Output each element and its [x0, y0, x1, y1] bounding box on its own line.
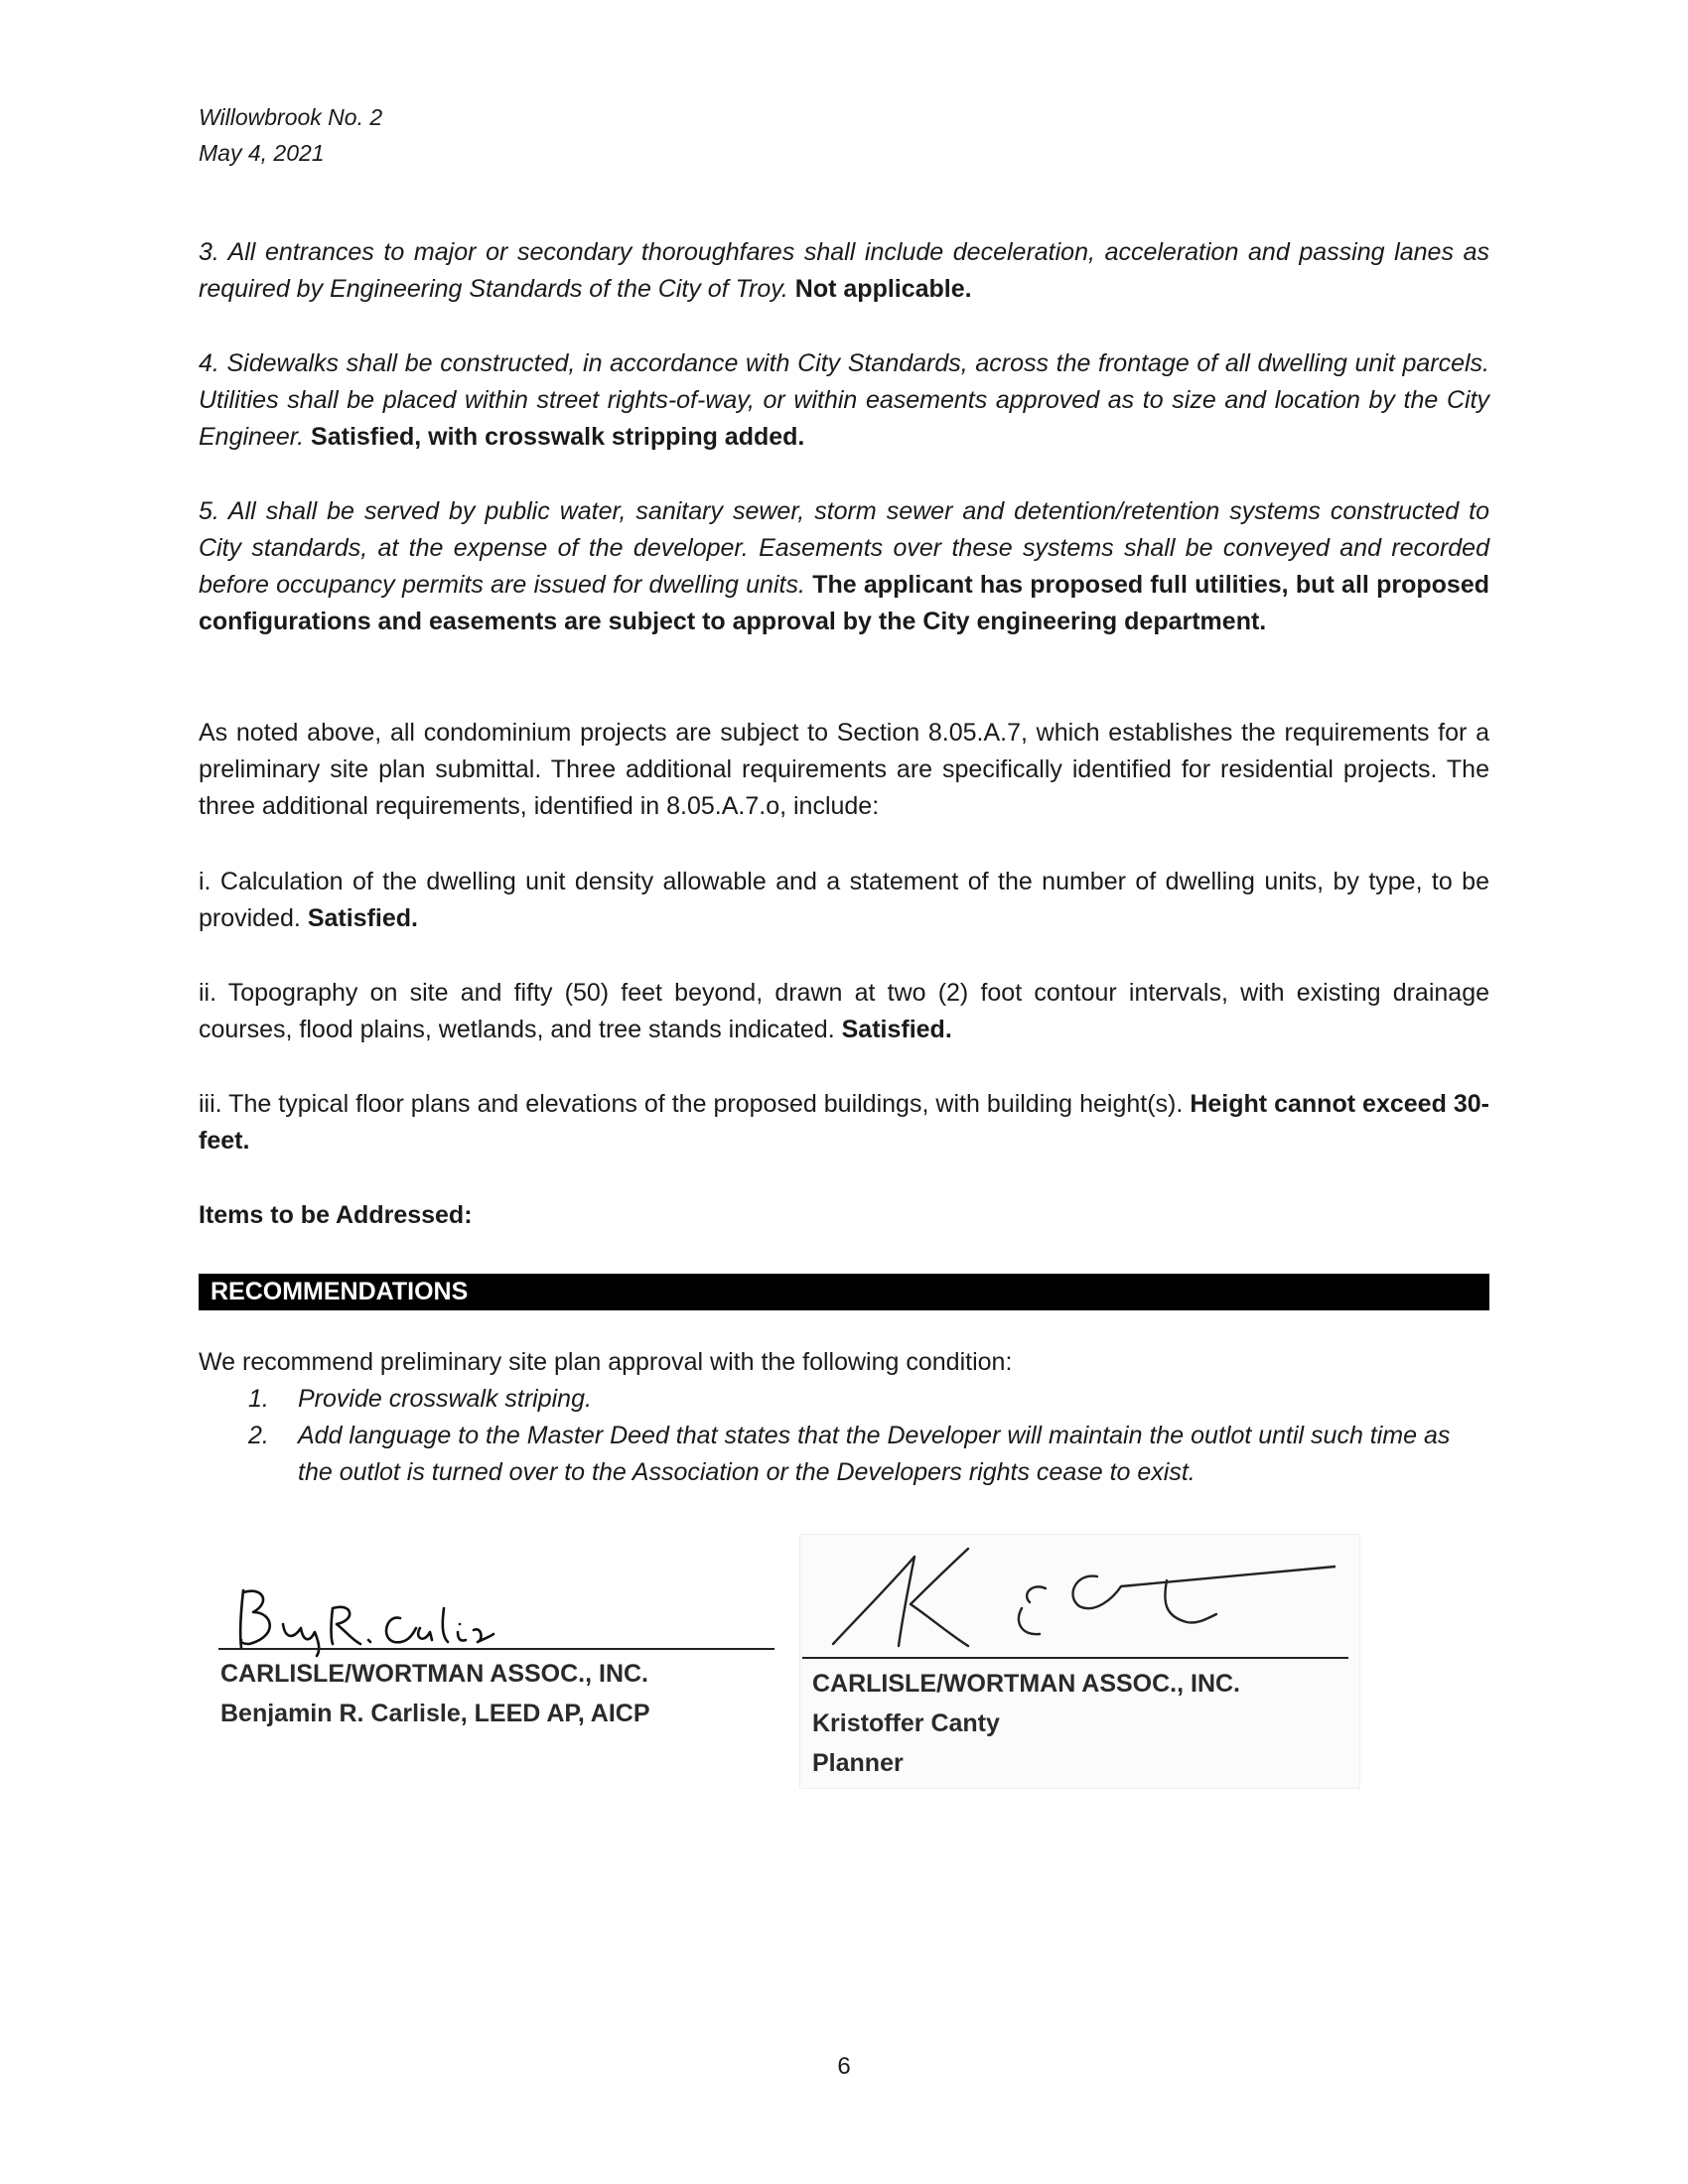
recommendations-section [199, 1344, 1489, 1491]
requirement-iii-text: iii. The typical floor plans and elevations of the proposed buildings, with building height(s). [199, 1090, 1184, 1118]
condition-item [199, 1381, 1489, 1418]
requirement-ii [199, 975, 1489, 1048]
signature-block-right [812, 1664, 1240, 1783]
signer-name-right: Kristoffer Canty [812, 1709, 1000, 1737]
item-3-finding: Not applicable. [794, 275, 972, 303]
page-header [199, 99, 382, 171]
item-5 [199, 493, 1489, 640]
requirement-ii-text: ii. Topography on site and fifty (50) feet beyond, drawn at two (2) foot contour intervals, with existing drainage courses, flood plains, wetlands, and tree stands indicated. [199, 979, 1489, 1043]
item-4-text: 4. Sidewalks shall be constructed, in accordance with City Standards, across the frontage of all dwelling unit parcels. Utilities shall be placed within street rights-of-way, or within easements approved as to size and location by the City Engineer. [199, 349, 1489, 451]
signer-name-left: Benjamin R. Carlisle, LEED AP, AICP [220, 1700, 650, 1727]
signature-block-left [220, 1654, 650, 1733]
firm-name-right: CARLISLE/WORTMAN ASSOC., INC. [812, 1670, 1241, 1698]
item-4 [199, 345, 1489, 456]
condition-text: Provide crosswalk striping. [298, 1385, 592, 1413]
signer-title-right: Planner [812, 1749, 904, 1777]
requirement-i-text: i. Calculation of the dwelling unit density allowable and a statement of the number of dwelling units, by type, to be provided. [199, 868, 1489, 932]
report-date: May 4, 2021 [199, 140, 325, 166]
project-name: Willowbrook No. 2 [199, 104, 383, 130]
signature-line-left [218, 1648, 774, 1650]
item-5-text: 5. All shall be served by public water, sanitary sewer, storm sewer and detention/retention systems constructed to City standards, at the expense of the developer. Easements over these systems shall be conveyed and recorded before occupancy permits are issued for dwelling units. [199, 497, 1489, 599]
page-number: 6 [837, 2053, 851, 2080]
item-4-finding: Satisfied, with crosswalk stripping added. [311, 423, 805, 451]
recommendations-intro: We recommend preliminary site plan approval with the following condition: [199, 1348, 1013, 1376]
recommendations-banner: RECOMMENDATIONS [199, 1274, 1489, 1310]
requirement-i [199, 864, 1489, 937]
item-5-finding: The applicant has proposed full utilities, but all proposed configurations and easements are subject to approval by the City engineering department. [199, 571, 1489, 635]
signature-right [819, 1537, 1336, 1651]
condition-item [199, 1418, 1489, 1491]
item-3-text: 3. All entrances to major or secondary thoroughfares shall include deceleration, acceleration and passing lanes as required by Engineering Standards of the City of Troy. [199, 238, 1489, 303]
noted-paragraph [199, 715, 1489, 825]
items-to-address-heading: Items to be Addressed: [199, 1201, 473, 1229]
firm-name-left: CARLISLE/WORTMAN ASSOC., INC. [220, 1660, 649, 1688]
signature-line-right [802, 1657, 1348, 1659]
requirement-iii [199, 1086, 1489, 1160]
requirement-ii-finding: Satisfied. [841, 1016, 952, 1043]
conditions-list [199, 1381, 1489, 1491]
noted-paragraph-text: As noted above, all condominium projects are subject to Section 8.05.A.7, which establishes the requirements for a preliminary site plan submittal. Three additional requirements are specifically identified for residential projects. The three additional requirements, identified in 8.05.A.7.o, include: [199, 719, 1489, 820]
condition-text: Add language to the Master Deed that states that the Developer will maintain the outlot until such time as the outlot is turned over to the Association or the Developers rights cease to exist. [298, 1422, 1451, 1486]
requirement-iii-finding: Height cannot exceed 30-feet. [199, 1090, 1489, 1155]
item-3 [199, 234, 1489, 308]
signature-left [223, 1578, 551, 1658]
requirement-i-finding: Satisfied. [307, 904, 418, 932]
condition-number: 1. [248, 1385, 269, 1413]
condition-number: 2. [248, 1422, 269, 1449]
